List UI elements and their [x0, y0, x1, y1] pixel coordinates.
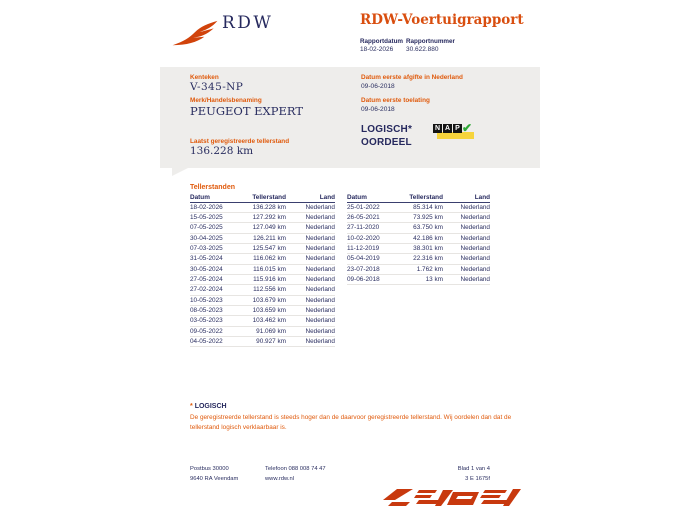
- table-row: [347, 234, 490, 244]
- oordeel-line1: LOGISCH*: [361, 124, 413, 135]
- nap-letter-n: N: [434, 125, 441, 132]
- table-cell: 18-02-2026: [190, 203, 223, 211]
- table-cell: 23-07-2018: [347, 265, 380, 273]
- table-cell: Nederland: [305, 224, 335, 232]
- table-cell: 115.916 km: [253, 276, 286, 284]
- panel-tail-decoration: [172, 168, 188, 176]
- table-cell: Nederland: [460, 203, 490, 211]
- oordeel-badge: [361, 124, 412, 149]
- footer-page-number: Blad 1 van 4: [457, 466, 490, 472]
- table-cell: 116.015 km: [253, 265, 286, 273]
- table-cell: 15-05-2025: [190, 214, 223, 222]
- table-cell: 27-05-2024: [190, 276, 223, 284]
- table-cell: Nederland: [460, 255, 490, 263]
- table-row: [347, 223, 490, 233]
- footnote-title: [190, 403, 227, 410]
- toelating-label: Datum eerste toelating: [361, 97, 430, 104]
- table-row: [347, 275, 490, 285]
- rdw-wing-logo-icon: [171, 20, 219, 48]
- table-cell: Nederland: [305, 276, 335, 284]
- merk-label: Merk/Handelsbenaming: [190, 97, 262, 104]
- header-datum: Datum: [190, 193, 210, 201]
- header-land: Land: [474, 193, 490, 201]
- table-row: [347, 265, 490, 275]
- table-header-row: [347, 193, 490, 203]
- table-cell: 127.292 km: [252, 214, 286, 222]
- footer-contact: [265, 464, 326, 484]
- nap-letter-p: P: [453, 124, 462, 133]
- header-tellerstand: Tellerstand: [409, 193, 443, 201]
- table-cell: Nederland: [305, 234, 335, 242]
- table-cell: Nederland: [460, 234, 490, 242]
- table-cell: 03-05-2023: [190, 317, 223, 325]
- table-row: [347, 203, 490, 213]
- toelating-value: 09-06-2018: [361, 106, 395, 113]
- check-icon: ✔: [462, 121, 473, 135]
- table-cell: 04-05-2022: [190, 338, 223, 346]
- table-cell: 31-05-2024: [190, 255, 223, 263]
- table-cell: Nederland: [305, 338, 335, 346]
- oordeel-line2: OORDEEL: [361, 136, 412, 148]
- table-row: [190, 285, 335, 295]
- table-cell: 90.927 km: [256, 338, 286, 346]
- table-cell: 07-05-2025: [190, 224, 223, 232]
- report-date-label: Rapportdatum: [360, 38, 404, 45]
- laatste-tellerstand-label: Laatst geregistreerde tellerstand: [190, 138, 290, 145]
- table-cell: 1.762 km: [416, 265, 443, 273]
- table-row: [190, 244, 335, 254]
- table-cell: Nederland: [305, 307, 335, 315]
- report-date-value: 18-02-2026: [360, 46, 394, 53]
- merk-value: PEUGEOT EXPERT: [190, 104, 304, 118]
- table-cell: Nederland: [460, 245, 490, 253]
- table-cell: Nederland: [460, 214, 490, 222]
- table-cell: Nederland: [305, 327, 335, 335]
- tellerstanden-title: Tellerstanden: [190, 184, 235, 191]
- tellerstanden-table-right: [347, 193, 490, 285]
- table-body: [190, 203, 335, 348]
- table-cell: 09-05-2022: [190, 327, 223, 335]
- table-row: [190, 275, 335, 285]
- table-cell: 13 km: [425, 276, 443, 284]
- table-cell: 125.547 km: [252, 245, 286, 253]
- rdw-logo-text: RDW: [222, 13, 274, 33]
- table-cell: 126.211 km: [253, 234, 286, 242]
- table-row: [190, 213, 335, 223]
- table-cell: 11-12-2019: [347, 245, 380, 253]
- table-row: [190, 337, 335, 347]
- table-cell: Nederland: [460, 276, 490, 284]
- table-cell: 26-05-2021: [347, 214, 380, 222]
- table-cell: 38.301 km: [413, 245, 443, 253]
- table-cell: Nederland: [305, 317, 335, 325]
- table-cell: Nederland: [305, 245, 335, 253]
- table-cell: Nederland: [305, 255, 335, 263]
- table-cell: 103.679 km: [252, 296, 286, 304]
- table-cell: 103.462 km: [252, 317, 286, 325]
- table-cell: 27-02-2024: [190, 286, 223, 294]
- table-row: [190, 203, 335, 213]
- footnote-asterisk: *: [190, 403, 193, 410]
- table-cell: 63.750 km: [413, 224, 443, 232]
- table-cell: 10-02-2020: [347, 234, 380, 242]
- table-cell: Nederland: [305, 286, 335, 294]
- table-row: [190, 327, 335, 337]
- report-number-value: 30.622.880: [406, 46, 439, 53]
- table-cell: 112.556 km: [253, 286, 286, 294]
- footer-address: [190, 464, 238, 484]
- table-row: [190, 306, 335, 316]
- report-number-label: Rapportnummer: [406, 38, 455, 45]
- tellerstanden-table-left: [190, 193, 335, 347]
- table-cell: 127.049 km: [252, 224, 286, 232]
- footer-meta: [420, 464, 490, 484]
- table-cell: 103.659 km: [252, 307, 286, 315]
- nap-logo: [433, 121, 475, 140]
- table-row: [190, 234, 335, 244]
- table-cell: 91.069 km: [256, 327, 286, 335]
- page-title: RDW-Voertuigrapport: [360, 12, 524, 28]
- table-row: [190, 265, 335, 275]
- table-cell: 05-04-2019: [347, 255, 380, 263]
- tire-tracks-graphic: [383, 486, 528, 512]
- table-cell: 22.316 km: [413, 255, 443, 263]
- table-row: [190, 223, 335, 233]
- table-body: [347, 203, 490, 286]
- table-header-row: [190, 193, 335, 203]
- header-datum: Datum: [347, 193, 367, 201]
- table-cell: Nederland: [305, 214, 335, 222]
- table-cell: 27-11-2020: [347, 224, 380, 232]
- footer-phone: Telefoon 088 008 74 47: [265, 466, 326, 472]
- afgifte-value: 09-06-2018: [361, 83, 395, 90]
- footer-postbus: Postbus 30000: [190, 466, 229, 472]
- footer-plaats: 9640 RA Veendam: [190, 476, 239, 482]
- table-cell: 08-05-2023: [190, 307, 223, 315]
- table-cell: 10-05-2023: [190, 296, 223, 304]
- table-row: [347, 244, 490, 254]
- table-cell: 30-04-2025: [190, 234, 223, 242]
- table-cell: Nederland: [305, 265, 335, 273]
- table-cell: 136.228 km: [252, 203, 286, 211]
- table-row: [190, 316, 335, 326]
- kenteken-label: Kenteken: [190, 74, 219, 81]
- table-row: [347, 213, 490, 223]
- table-cell: 42.186 km: [413, 234, 443, 242]
- header-tellerstand: Tellerstand: [252, 193, 286, 201]
- kenteken-value: V-345-NP: [190, 81, 244, 93]
- table-cell: 30-05-2024: [190, 265, 223, 273]
- footer-form-code: 3 E 1675f: [465, 476, 490, 482]
- table-cell: Nederland: [305, 296, 335, 304]
- afgifte-label: Datum eerste afgifte in Nederland: [361, 74, 463, 81]
- table-cell: 85.314 km: [413, 203, 443, 211]
- table-cell: 116.062 km: [253, 255, 286, 263]
- table-row: [190, 296, 335, 306]
- table-cell: Nederland: [460, 224, 490, 232]
- table-cell: 73.925 km: [413, 214, 443, 222]
- footer-website: www.rdw.nl: [265, 476, 294, 482]
- table-cell: Nederland: [305, 203, 335, 211]
- table-cell: 07-03-2025: [190, 245, 223, 253]
- table-cell: Nederland: [460, 265, 490, 273]
- footnote-text: De geregistreerde tellerstand is steeds hoger dan de daarvoor geregistreerde tellerstand. Wij oordelen dan dat de tellerstand logisch verklaarbaar is.: [190, 414, 512, 431]
- laatste-tellerstand-value: 136.228 km: [190, 145, 254, 157]
- table-row: [190, 254, 335, 264]
- table-cell: 25-01-2022: [347, 203, 380, 211]
- header-land: Land: [319, 193, 335, 201]
- nap-letter-a: A: [444, 125, 451, 132]
- table-row: [347, 254, 490, 264]
- table-cell: 09-06-2018: [347, 276, 380, 284]
- footnote-title-text: LOGISCH: [194, 403, 227, 410]
